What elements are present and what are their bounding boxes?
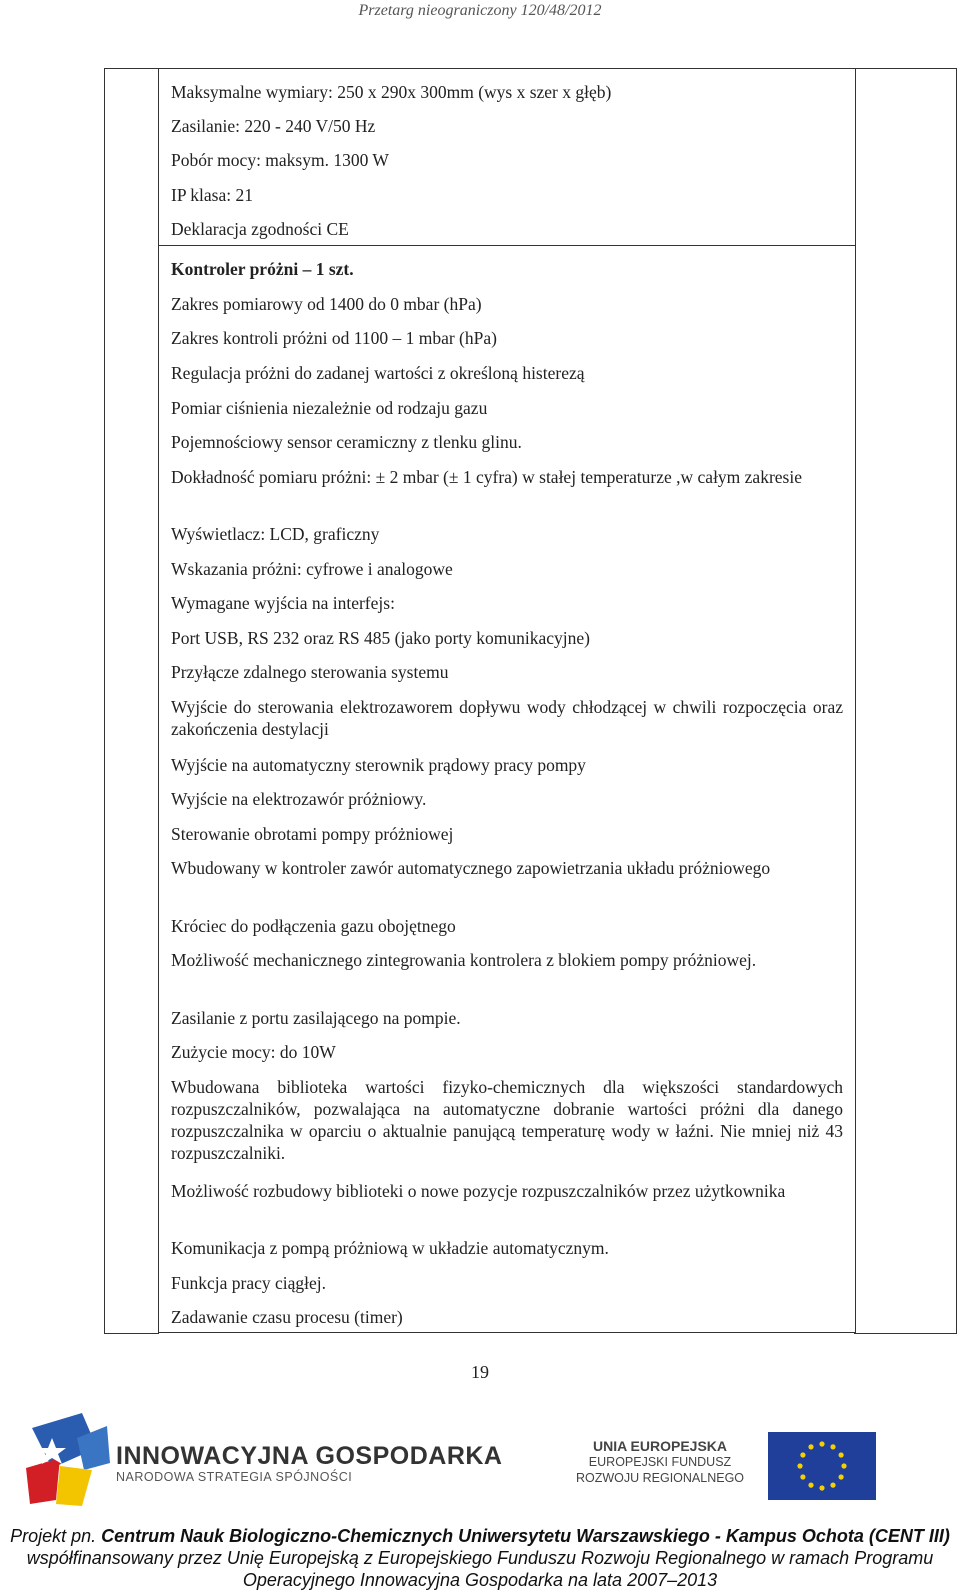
innovation-subtitle: NARODOWA STRATEGIA SPÓJNOŚCI	[116, 1470, 353, 1484]
eu-star	[808, 1444, 813, 1449]
table-column-left	[104, 68, 159, 1334]
spec-line: IP klasa: 21	[171, 185, 253, 205]
eu-star	[839, 1474, 844, 1479]
eu-label-line2: EUROPEJSKI FUNDUSZ	[588, 1455, 732, 1469]
eu-flag-icon	[768, 1432, 876, 1500]
eu-star	[819, 1485, 824, 1490]
table-column-right	[854, 68, 957, 1334]
innovation-logo-icon	[22, 1408, 112, 1508]
spec-item: Zakres kontroli próżni od 1100 – 1 mbar (hPa)	[171, 328, 497, 348]
eu-star	[808, 1483, 813, 1488]
innovation-title: INNOWACYJNA GOSPODARKA	[116, 1442, 503, 1470]
spec-line: Deklaracja zgodności CE	[171, 219, 349, 239]
footer-text	[0, 1525, 960, 1591]
spec-item: Funkcja pracy ciągłej.	[171, 1273, 327, 1293]
eu-star	[839, 1452, 844, 1457]
spec-item: Wymagane wyjścia na interfejs:	[171, 593, 395, 613]
spec-line: Pobór mocy: maksym. 1300 W	[171, 150, 389, 170]
eu-star	[800, 1452, 805, 1457]
spec-item: Regulacja próżni do zadanej wartości z określoną histerezą	[171, 363, 585, 383]
footer-project-name: Centrum Nauk Biologiczno-Chemicznych Uniwersytetu Warszawskiego - Kampus Ochota (CENT III)	[101, 1526, 950, 1546]
eu-star	[800, 1474, 805, 1479]
spec-item: Przyłącze zdalnego sterowania systemu	[171, 662, 449, 682]
eu-star	[841, 1463, 846, 1468]
spec-item: Dokładność pomiaru próżni: ± 2 mbar (± 1 cyfra) w stałej temperaturze ,w całym zakresie	[171, 467, 802, 487]
spec-item: Komunikacja z pompą próżniową w układzie automatycznym.	[171, 1238, 609, 1258]
spec-item: Zasilanie z portu zasilającego na pompie.	[171, 1008, 461, 1028]
spec-item: Pomiar ciśnienia niezależnie od rodzaju gazu	[171, 398, 488, 418]
eu-label-line1: UNIA EUROPEJSKA	[592, 1438, 728, 1454]
eu-star	[830, 1483, 835, 1488]
spec-item: Sterowanie obrotami pompy próżniowej	[171, 824, 454, 844]
spec-item: Króciec do podłączenia gazu obojętnego	[171, 916, 456, 936]
spec-item: Wyświetlacz: LCD, graficzny	[171, 524, 380, 544]
section-title: Kontroler próżni – 1 szt.	[171, 259, 354, 279]
eu-star	[830, 1444, 835, 1449]
spec-item: Wyjście na elektrozawór próżniowy.	[171, 789, 427, 809]
footer-part3: współfinansowany przez Unię Europejską z Europejskiego Funduszu Rozwoju Regionalnego w ramach Programu Operacyjnego Innowacyjna Gospodarka na lata 2007–2013	[26, 1548, 934, 1590]
spec-item: Port USB, RS 232 oraz RS 485 (jako porty komunikacyjne)	[171, 628, 591, 648]
eu-star	[819, 1441, 824, 1446]
spec-item: Wyjście do sterowania elektrozaworem dopływu wody chłodzącej w chwili rozpoczęcia oraz zakończenia destylacji	[171, 697, 843, 739]
spec-item: Wyjście na automatyczny sterownik prądowy pracy pompy	[171, 755, 586, 775]
footer-part1: Projekt pn.	[10, 1526, 102, 1546]
spec-item: Zadawanie czasu procesu (timer)	[171, 1307, 403, 1327]
spec-item: Wbudowana biblioteka wartości fizyko-chemicznych dla większości standardowych rozpuszczalników, pozwalająca na automatyczne dobranie wartości próżni dla danego rozpuszczalnika w oparciu o aktualnie panującą temperaturę wody w łaźni. Nie mniej niż 43 rozpuszczalniki.	[171, 1077, 843, 1163]
eu-star	[797, 1463, 802, 1468]
spec-item: Pojemnościowy sensor ceramiczny z tlenku glinu.	[171, 432, 522, 452]
page-number: 19	[471, 1362, 489, 1382]
spec-item: Wbudowany w kontroler zawór automatycznego zapowietrzania układu próżniowego	[171, 858, 771, 878]
spec-item: Możliwość rozbudowy biblioteki o nowe pozycje rozpuszczalników przez użytkownika	[171, 1181, 786, 1201]
eu-label	[560, 1438, 760, 1486]
spec-item: Możliwość mechanicznego zintegrowania kontrolera z blokiem pompy próżniowej.	[171, 950, 757, 970]
spec-line: Zasilanie: 220 - 240 V/50 Hz	[171, 116, 376, 136]
spec-item: Zakres pomiarowy od 1400 do 0 mbar (hPa)	[171, 294, 482, 314]
spec-item: Zużycie mocy: do 10W	[171, 1042, 336, 1062]
spec-item: Wskazania próżni: cyfrowe i analogowe	[171, 559, 453, 579]
page-header: Przetarg nieograniczony 120/48/2012	[358, 2, 602, 19]
eu-label-line3: ROZWOJU REGIONALNEGO	[575, 1471, 745, 1485]
spec-line: Maksymalne wymiary: 250 x 290x 300mm (wys x szer x głęb)	[171, 82, 612, 102]
